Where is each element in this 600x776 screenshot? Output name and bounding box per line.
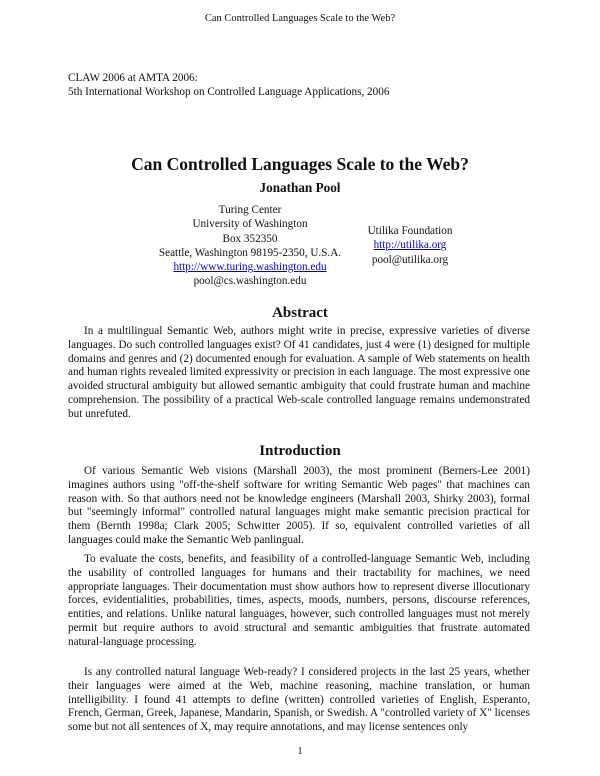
affiliation-email: pool@utilika.org [371, 253, 449, 266]
intro-paragraph-1: Of various Semantic Web visions (Marshall 2003), the most prominent (Berners-Lee 2001) imagines authors using "off-the-shelf software for writing Semantic Web pages" that machines can reason with. So that authors need not be knowledge engineers (Marshall 2003, Shirky 2003), formal but "seemingly informal" controlled natural languages might make semantic precision practical for them (Bernth 1998a; Clark 2005; Schwitter 2005). If so, equivalent controlled varieties of all languages could make the Semantic Web panlingual. [68, 465, 530, 546]
utilika-url-link[interactable]: http://utilika.org [373, 239, 447, 252]
venue-note [68, 71, 389, 99]
affiliation-email: pool@cs.washington.edu [193, 275, 307, 288]
running-head: Can Controlled Languages Scale to the Web? [204, 13, 396, 24]
venue-line-2: 5th International Workshop on Controlled Language Applications, 2006 [68, 86, 390, 98]
turing-url-link[interactable]: http://www.turing.washington.edu [173, 261, 327, 274]
intro-paragraph-2: To evaluate the costs, benefits, and feasibility of a controlled-language Semantic Web, including the usability of controlled languages for humans and their tractability for machines, we need appropriate languages. Their documentation must show authors how to represent diverse illocutionary forces, evidentialities, probabilities, times, aspects, moods, numbers, persons, discourse references, entities, and relations. Unlike natural languages, however, such controlled languages must not merely permit but require authors to avoid structural and semantic ambiguities that frustrate automated natural-language processing. [68, 553, 530, 648]
introduction-heading: Introduction [259, 443, 341, 459]
affiliation-university: University of Washington [192, 218, 308, 231]
affiliation-turing-center [150, 203, 350, 289]
affiliation-utilika [365, 224, 455, 267]
page-number: 1 [297, 746, 303, 757]
affiliation-org: Utilika Foundation [367, 225, 453, 237]
abstract-heading: Abstract [272, 305, 328, 321]
author-name: Jonathan Pool [259, 180, 341, 195]
intro-paragraph-3: Is any controlled natural language Web-ready? I considered projects in the last 25 years, whether their languages were aimed at the Web, machine reasoning, machine translation, or human intelligibility. I found 41 attempts to define (written) controlled varieties of English, Esperanto, French, German, Greek, Japanese, Mandarin, Spanish, or Swedish. A "controlled variety of X" licenses some but not all sentences of X, may require annotations, and may license sentences only [68, 666, 530, 734]
affiliation-box: Box 352350 [222, 232, 278, 245]
affiliation-city: Seattle, Washington 98195-2350, U.S.A. [158, 246, 342, 259]
paper-title: Can Controlled Languages Scale to the Web? [131, 154, 469, 174]
affiliation-org: Turing Center [218, 204, 282, 216]
abstract-text: In a multilingual Semantic Web, authors might write in precise, expressive varieties of diverse languages. Do such controlled languages exist? Of 41 candidates, just 4 were (1) designed for multiple domains and genres and (2) documented enough for evaluation. A sample of Web statements on health and human rights revealed limited expressivity or precision in each language. The most expressive one avoided structural ambiguity but allowed semantic ambiguity that could frustrate human and machine comprehension. The possibility of a practical Web-scale controlled language remains undemonstrated but unrefuted. [68, 325, 530, 420]
venue-line-1: CLAW 2006 at AMTA 2006: [68, 72, 198, 84]
